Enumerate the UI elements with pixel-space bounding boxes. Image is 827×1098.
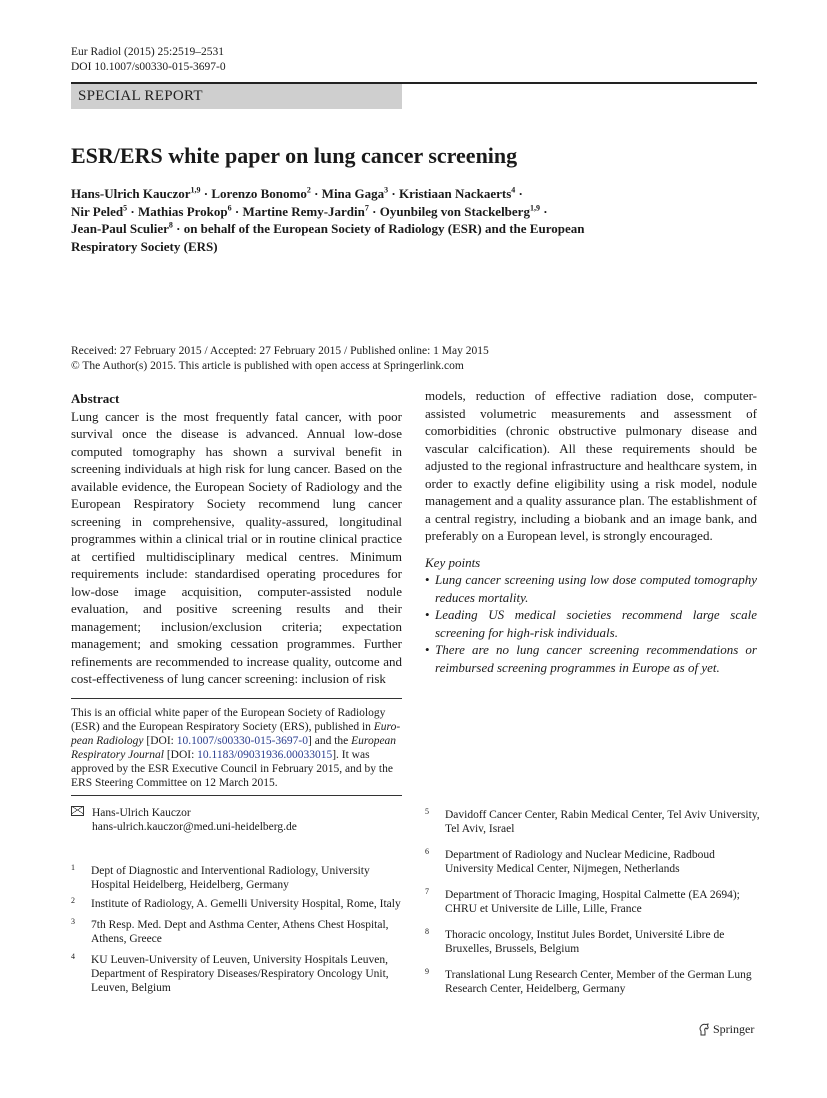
on-behalf-statement: on behalf of the European Society of Radiology (ESR) and the European Respiratory Society (ERS): [71, 221, 585, 254]
abstract: [71, 390, 402, 688]
author-affiliation-sup: 7: [364, 203, 369, 213]
author-affiliation-sup: 2: [306, 185, 311, 195]
author-affiliation-sup: 4: [511, 185, 516, 195]
section-label: SPECIAL REPORT: [71, 84, 402, 109]
journal-doi: DOI 10.1007/s00330-015-3697-0: [71, 61, 226, 73]
author-affiliation-sup: 8: [168, 220, 173, 230]
author-name: Martine Remy-Jardin: [242, 203, 365, 219]
abstract-text: Lung cancer is the most frequently fatal cancer, with poor survival once the disease is advanced. Annual low-dose computed tomography has shown a survival benefit in screening individuals at high risk for lung cancer. Based on the available evidence, the European Society of Radiology and the European Respiratory Society recommend lung cancer screening in comprehensive, quality-assured, longitudinal programmes within a clinical trial or in routine clinical practice at certified multidisciplinary medical centres. Minimum requirements include: standardised operating procedures for low-dose image acquisition, computer-assisted nodule evaluation, and positive screening results and their management; inclusion/exclusion criteria; expectation management; and smoking cessation programmes. Further refinements are recommended to increase quality, outcome and cost-effectiveness of lung cancer screening: inclusion of risk: [71, 408, 402, 686]
author-name: Hans-Ulrich Kauczor: [71, 186, 191, 201]
doi-link-eur-respir-j[interactable]: 10.1183/09031936.00033015: [197, 749, 333, 761]
author-affiliation-sup: 5: [123, 203, 128, 213]
author-affiliation-sup: 1,9: [529, 203, 540, 213]
publisher-logo: [698, 1022, 754, 1037]
key-point: • Lung cancer screening using low dose computed tomography reduces mortality.: [425, 572, 757, 605]
author-name: Lorenzo Bonomo: [211, 186, 307, 201]
white-paper-note: This is an official white paper of the European Society of Radiology (ESR) and the European Respiratory Society (ERS), published in Euro- pean Radiology [DOI: 10.1007/s00330-015-3697-0] and the European Respiratory Journal [DOI: 10.1183/09031936.00033015]. It was approved by the ESR Executive Council in February 2015, and by the ERS Steering Committee on 12 March 2015.: [71, 698, 402, 796]
paper-title: ESR/ERS white paper on lung cancer screening: [71, 143, 518, 168]
author-name: Oyunbileg von Stackelberg: [379, 203, 530, 219]
copyright-line: © The Author(s) 2015. This article is published with open access at Springerlink.com: [71, 360, 464, 372]
corresponding-email[interactable]: hans-ulrich.kauczor@med.uni-heidelberg.de: [92, 821, 297, 833]
envelope-icon: [71, 806, 84, 816]
key-point: • There are no lung cancer screening recommendations or reimbursed screening programmes in Europe as of yet.: [425, 642, 757, 675]
author-name: Jean-Paul Sculier: [71, 221, 169, 236]
publication-dates: [71, 344, 489, 374]
key-points-heading: Key points: [425, 554, 481, 570]
key-point: • Leading US medical societies recommend large scale screening for high-risk individuals.: [425, 607, 757, 640]
publisher-name: Springer: [713, 1022, 755, 1036]
journal-header: [71, 45, 226, 75]
author-name: Nir Peled: [71, 203, 124, 219]
received-accepted-published: Received: 27 February 2015 / Accepted: 27 February 2015 / Published online: 1 May 2015: [71, 345, 489, 357]
abstract-continued-column: [425, 387, 757, 676]
author-affiliation-sup: 6: [227, 203, 232, 213]
abstract-continued: models, reduction of effective radiation dose, computer-assisted volumetric measurements and assessment of comorbidities (chronic obstructive pulmonary disease and vascular calcification). All these requirements should be adjusted to the regional infrastructure and healthcare system, in order to exactly define eligibility using a risk model, nodule management and a quality assurance plan. The establishment of a central registry, including a biobank and an image bank, and preferably on a European level, is strongly encouraged.: [425, 388, 757, 543]
author-affiliation-sup: 3: [384, 185, 389, 195]
author-name: Kristiaan Nackaerts: [399, 186, 512, 201]
correspondence: [71, 806, 297, 834]
author-name: Mathias Prokop: [137, 203, 228, 219]
springer-horse-icon: [698, 1023, 710, 1036]
corresponding-author: Hans-Ulrich Kauczor: [92, 807, 191, 819]
author-list: Hans-Ulrich Kauczor$^{1,9}$ · Lorenzo Bonomo$^2$ · Mina Gaga$^3$ · Kristiaan Nackaerts$^4$ · Nir Peled$^5$ · Mathias Prokop$^6$ · Martine Remy-Jardin$^7$ · Oyunbileg von Stackelberg$^{1,9}$ · Jean-Paul Sculier$^8$ · on behalf of the European Society of Radiology (ESR) and the European Respiratory Society (ERS): [71, 185, 585, 254]
doi-link-eur-radiol[interactable]: 10.1007/s00330-015-3697-0: [176, 735, 309, 747]
journal-citation: Eur Radiol (2015) 25:2519–2531: [71, 46, 224, 58]
author-name: Mina Gaga: [321, 186, 385, 201]
abstract-heading: Abstract: [71, 391, 120, 406]
author-affiliation-sup: 1,9: [190, 185, 201, 195]
